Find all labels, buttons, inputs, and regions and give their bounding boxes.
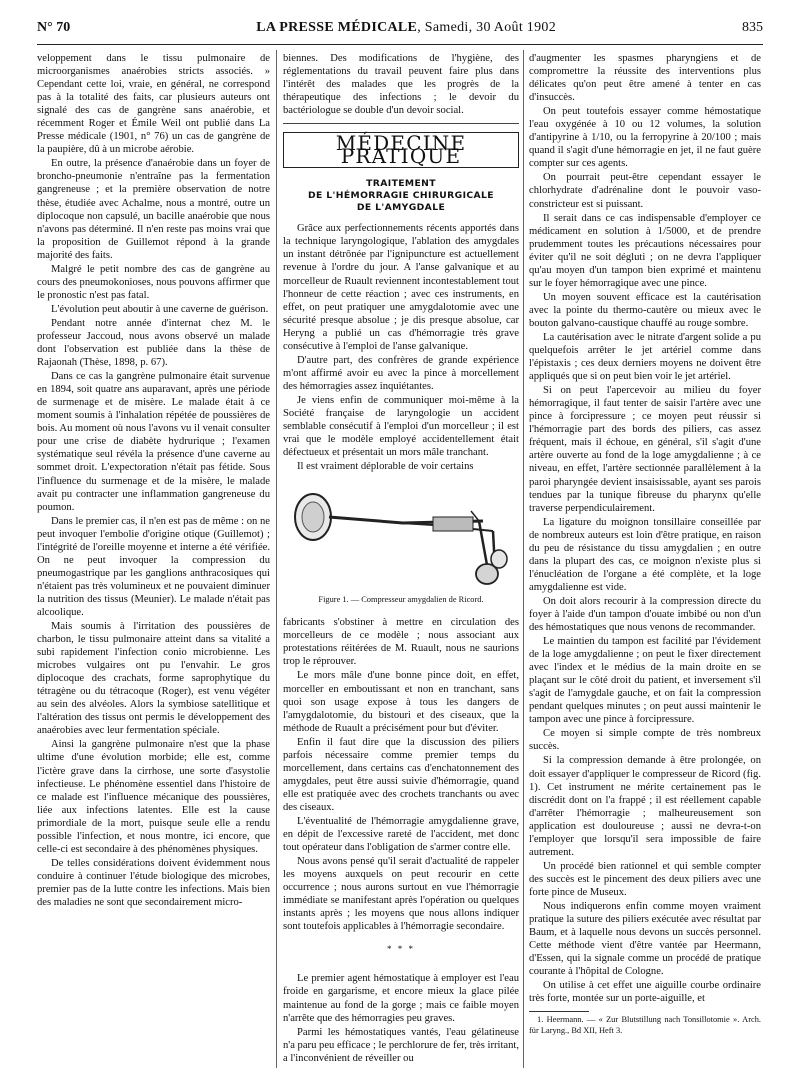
paragraph: Un moyen souvent efficace est la cautérisation avec la pointe du thermo-cautère ou mieux avec le bouton galvano-caustique chauffé au rouge sombre. (529, 291, 761, 329)
compressor-illustration (283, 477, 519, 589)
figure-compressor (283, 477, 519, 589)
figure-caption: Figure 1. — Compresseur amygdalien de Ricord. (318, 595, 484, 605)
paragraph: Grâce aux perfectionnements récents apportés dans la technique laryngologique, l'ablation des amygdales un instant détrônée par l'ignipuncture est actuellement revenue à l'ordre du jour. A l'anse galvanique et au morcelleur de Ruault reviennent incontestablement tout l'honneur de cette réaction ; avec ces instruments, en effet, on peut pratiquer une amygdalotomie avec une sécurité presque absolue ; je dis presque absolue, car Heryng a publié un cas d'hémorragie très grave consécutive à l'emploi de l'anse galvanique. (283, 223, 519, 352)
journal-name: LA PRESSE MÉDICALE (256, 20, 418, 35)
paragraph: Le mors mâle d'une bonne pince doit, en effet, morceller en emboutissant et non en tranchant, sans quoi son usage expose à tous les dangers de l'amygdalotomie, du bistouri et des ciseaux, que la méthode de Ruault a précisément pour but d'éviter. (283, 670, 519, 734)
paragraph: biennes. Des modifications de l'hygiène, des réglementations du travail peuvent faire plus dans l'intérêt des malades que les progrès de la thérapeutique des infections ; le devoir du bactériologue se double d'un devoir social. (283, 53, 519, 117)
article-title-line: TRAITEMENT (366, 178, 436, 190)
paragraph: Si la compression demande à être prolongée, on doit essayer d'appliquer le compresseur de Ricord (fig. 1). Cet instrument ne mérite certainement pas le discrédit dont on l'a frappé ; il est réellement capable d'arrêter l'hémorragie ; malheureusement son application est douloureuse ; aussi ne devra-t-on l'employer que lorsqu'il sera impossible de faire autrement. (529, 755, 761, 858)
section-rubric: MÉDECINE PRATIQUE (283, 132, 519, 168)
paragraph: Ce moyen si simple compte de très nombreux succès. (529, 728, 761, 753)
column-1 (37, 52, 270, 910)
paragraph: Dans ce cas la gangrène pulmonaire était survenue en 1894, soit quatre ans auparavant, après une période de surmenage et de misère. Le malade était à ce moment soumis à l'inhalation répétée de poussières de bois. Au moment où nous l'avons vu il venait consulter pour une crise de diabète hydrurique ; l'examen systématique seul révéla la présence d'une caverne au sommet droit. L'expectoration n'était pas fétide. Sous l'influence du surmenage et de la misère, le malade avait pu contracter une inflammation gangreneuse du poumon. (37, 371, 270, 513)
column-2 (283, 52, 519, 1066)
paragraph: Le maintien du tampon est facilité par l'évidement de la loge amygdalienne ; on peut le fixer directement avec l'index et le médius de la main droite en se plaçant sur le côté droit du patient, et inversement s'il s'agit de l'amygdale gauche, et on fait la compression pendant quelques minutes ; on peut aussi maintenir le tampon avec une pince à forcipressure. (529, 636, 761, 726)
page-header (37, 20, 763, 45)
column-3 (529, 52, 761, 1036)
issue-date: , Samedi, 30 Août 1902 (417, 20, 557, 35)
paragraph: On utilise à cet effet une aiguille courbe ordinaire très forte, montée sur un porte-aiguille, et (529, 980, 761, 1005)
footnote: 1. Heermann. — « Zur Blutstillung nach Tonsillotomie ». Arch. für Laryng., Bd XII, Heft 3. (529, 1015, 761, 1035)
paragraph: Nous avons pensé qu'il serait d'actualité de rappeler les moyens auxquels on peut recourir en cette occurrence ; nous aurons surtout en vue l'hémorragie immédiate se manifestant après l'opération ou quelques instants après ; les moyens que nous allons indiquer sont toutefois applicables à l'hémorragie secondaire. (283, 856, 519, 933)
paragraph: Le premier agent hémostatique à employer est l'eau froide en gargarisme, et encore mieux la glace pilée maintenue au fond de la gorge ; mais ce faible moyen n'arrête que des hémorragies peu graves. (283, 973, 519, 1024)
paragraph: d'augmenter les spasmes pharyngiens et de compromettre la réussite des interventions plus délicates qu'on peut être amené à tenter en cas d'insuccès. (529, 53, 761, 104)
journal-title (256, 20, 556, 36)
paragraph: Mais soumis à l'irritation des poussières de charbon, le tissu pulmonaire atteint dans sa vitalité a subi rapidement l'infection conio microbienne. Les microbes vulgaires ont pu l'envahir. Le gros diplocoque des crachats, forme saprophytique du tétragène ou du tétracoque (Roger), est venu végéter au sein des alvéoles. Alors la symbiose satellitique et l'altération des tissus ont permis le développement des anaérobies avec leur fermentation spéciale. (37, 621, 270, 737)
section-stars: * * * (387, 944, 415, 955)
paragraph: Enfin il faut dire que la discussion des piliers parfois nécessaire comme premier temps du morcellement, dans certains cas d'enchatonnement des amygdales, peut être aussi suivie d'hémorragie, quand elle est pratiquée avec des crochets tranchants ou avec des ciseaux. (283, 736, 519, 813)
paragraph: Un procédé bien rationnel et qui semble compter des succès est le pincement des deux piliers avec une forte pince de Museux. (529, 860, 761, 898)
column-rule (276, 50, 277, 1068)
paragraph: fabricants s'obstiner à mettre en circulation des morcelleurs de ce modèle ; nous associant aux protestations réitérées de M. Ruault, nous ne saurions trop le réprouver. (283, 617, 519, 668)
paragraph: Pendant notre année d'internat chez M. le professeur Jaccoud, nous avons observé un malade dont l'observation est publiée dans la thèse de Rajaonah (Thèse, 1898, p. 67). (37, 317, 270, 369)
paragraph: Nous indiquerons enfin comme moyen vraiment pratique la suture des piliers exécutée avec résultat par Baum, et à laquelle nous devons un succès personnel. Cette méthode vient d'être vantée par Heermann, d'Essen, qui la signale comme un procédé de pratique courante à l'hôpital de Cologne. (529, 901, 761, 978)
section-divider (283, 123, 519, 124)
column-rule (523, 50, 524, 1068)
paragraph: L'éventualité de l'hémorragie amygdalienne grave, en dépit de l'excessive rareté de l'accident, met donc tout opérateur dans l'obligation de s'armer contre elle. (283, 815, 519, 854)
paragraph: Je viens enfin de communiquer moi-même à la Société française de laryngologie un accident semblable consécutif à l'emploi d'un morcelleur ; il est vrai que le modèle employé accidentellement était défectueux et présentait un mors mâle tranchant. (283, 394, 519, 459)
paragraph: On doit alors recourir à la compression directe du foyer à l'aide d'un tampon d'ouate imbibé ou non d'un des hémostatiques que nous venons de recommander. (529, 595, 761, 634)
paragraph: En outre, la présence d'anaérobie dans un foyer de broncho-pneumonie n'entraîne pas la fermentation gangreneuse ; et la première observation de notre thèse, étudiée avec Achalme, nous a montré, outre un diplocoque non capsulé, un bacille anaérobie que nous n'avons pas déterminé. Il n'en reste pas moins vrai que la proposition de Guillemot répond à la grande majorité des faits. (37, 158, 270, 261)
issue-number: N° 70 (37, 20, 71, 35)
paragraph: La ligature du moignon tonsillaire conseillée par de nombreux auteurs est loin d'être pratique, en raison du peu de résistance du tissu amygdalien ; en outre dans la plupart des cas, ce moignon n'existe plus si l'énucléation de l'organe a été complète, et la loge amygdalienne est vide. (529, 516, 761, 593)
paragraph: On pourrait peut-être cependant essayer le chlorhydrate d'adrénaline dont le pouvoir vaso-constricteur est si puissant. (529, 172, 761, 210)
article-title-line: DE L'AMYGDALE (356, 202, 446, 214)
paragraph: De telles considérations doivent évidemment nous conduire à continuer l'étude biologique des microbes, premier pas de la lutte contre les infections. Mais bien des maladies ne sont que secondairement micro- (37, 857, 270, 908)
paragraph: Si on peut l'apercevoir au milieu du foyer hémorragique, il faut tenter de saisir l'artère avec une pince à forcipressure ; ce moyen peut réussir si l'hémorragie part des bords des piliers, cas assez fréquent, mais il échoue, en général, s'il s'agit d'une artère ouverte au fond de la loge amygdalienne ; à ce niveau, en effet, l'artère sectionnée parallèlement à la paroi pharyngée devient insaisissable, ayant ses parois tendues par la tunique fibreuse du pharynx qu'elle traverse perpendiculairement. (529, 385, 761, 514)
paragraph: Parmi les hémostatiques vantés, l'eau gélatineuse n'a paru peu efficace ; le perchlorure de fer, très irritant, a l'inconvénient de réveiller ou (283, 1026, 519, 1064)
paragraph: veloppement dans le tissu pulmonaire de microorganismes anaérobies stricts associés. » Cependant cette loi, vraie, en général, ne correspond pas à la totalité des faits, car plusieurs auteurs ont signalé des cas de gangrène sans anaérobie, et récemment Roger et Émile Weil ont publié dans La Presse médicale (1901, n° 76) un cas de gangrène de la paupière, dû à un microbe aérobie. (37, 53, 270, 156)
paragraph: Il est vraiment déplorable de voir certains (297, 461, 474, 473)
footnote-rule (529, 1011, 589, 1012)
paragraph: L'évolution peut aboutir à une caverne de guérison. (51, 303, 269, 315)
page-number: 835 (741, 20, 763, 35)
paragraph: Ainsi la gangrène pulmonaire n'est que la phase ultime d'une évolution morbide; elle est, comme l'ictère grave dans la cirrhose, une sorte d'asystolie infectieuse. Le phénomène essentiel dans l'histoire de ce malade est l'influence mécanique des poussières, liée aux infections latentes. Elle est la cause primordiale de la mort, puisque seule elle a rendu possible l'infection, et nous montre, ici encore, que celle-ci est secondaire à des phénomènes physiques. (37, 739, 270, 855)
paragraph: Malgré le petit nombre des cas de gangrène au cours des pneumokonioses, nous pouvons affirmer que le pronostic n'est pas fatal. (37, 263, 270, 301)
paragraph: La cautérisation avec le nitrate d'argent solide a pu quelquefois arrêter le jet artériel comme dans l'épistaxis ; ces deux derniers moyens ne doivent être appliqués que si on peut bien voir le jet artériel. (529, 331, 761, 383)
article-title-line: DE L'HÉMORRAGIE CHIRURGICALE (308, 190, 494, 202)
article-title (283, 178, 519, 214)
paragraph: Il serait dans ce cas indispensable d'employer ce médicament en solution à 1/5000, et de prendre prudemment toutes les précautions nécessaires pour éviter qu'il ne soit dégluti ; on ne devra l'appliquer qu'au moyen d'un tampon bien exprimé et maintenu sur le foyer hémorragique avec une pince. (529, 212, 761, 289)
paragraph: D'autre part, des confrères de grande expérience m'ont affirmé avoir eu avec la pince à morcellement des hémorragies assez inquiétantes. (283, 354, 519, 392)
paragraph: On peut toutefois essayer comme hémostatique l'eau oxygénée à 10 ou 12 volumes, la solution d'antipyrine à 1/10, ou la ferropyrine à 20/100 ; mais quand il s'agit d'une hémorragie en jet, il ne faut guère compter sur ces agents. (529, 106, 761, 170)
paragraph: Dans le premier cas, il n'en est pas de même : on ne peut invoquer l'embolie d'origine otique (Guillemot) ; l'intégrité de l'oreille moyenne et interne a été vérifiée. On ne peut invoquer la compression du pneumogastrique par les ganglions anthracosiques qui n'étaient pas très volumineux et ne pouvaient diminuer la nutrition des tissus (Meunier). Le malade n'était pas alcoolique. (37, 515, 270, 618)
